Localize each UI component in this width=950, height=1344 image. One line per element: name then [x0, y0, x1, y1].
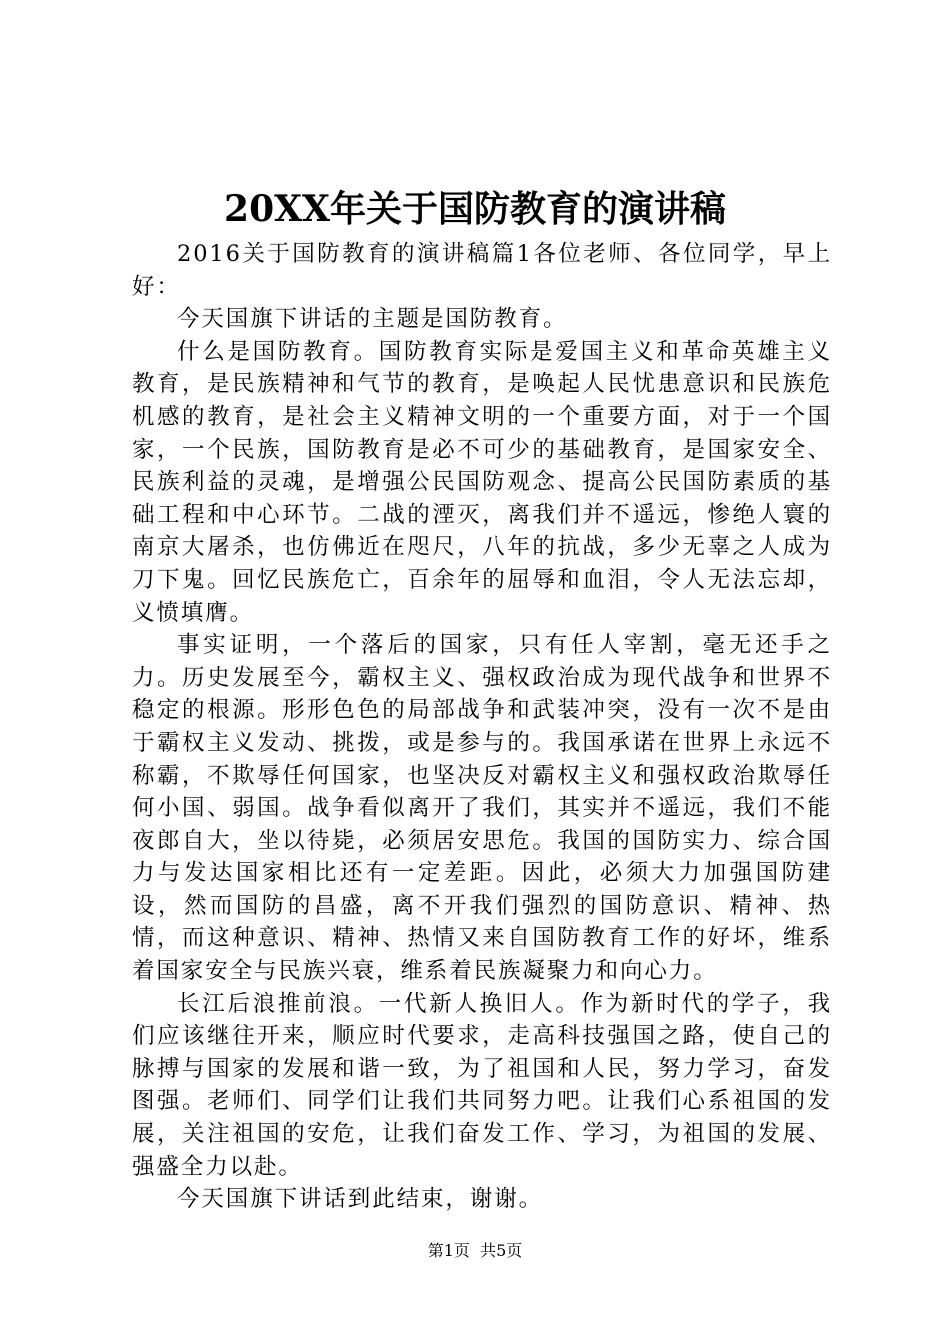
document-title: 20XX年关于国防教育的演讲稿	[224, 188, 726, 230]
document-body	[132, 238, 832, 1216]
paragraph-topic: 今天国旗下讲话的主题是国防教育。	[177, 306, 568, 333]
paragraph-closing: 今天国旗下讲话到此结束，谢谢。	[177, 1186, 544, 1213]
paragraph-new-generation: 长江后浪推前浪。一代新人换旧人。作为新时代的学子，我们应该继往开来，顺应时代要求，走高科技强国之路，使自己的脉搏与国家的发展和谐一致，为了祖国和人民，努力学习，奋发图强。老师们、同学们让我们共同努力吧。让我们心系祖国的发展，关注祖国的安危，让我们奋发工作、学习，为祖国的发展、强盛全力以赴。	[132, 990, 832, 1180]
page-number-label: 第1页 共5页	[427, 1241, 523, 1260]
paragraph-facts: 事实证明，一个落后的国家，只有任人宰割，毫无还手之力。历史发展至今，霸权主义、强权政治成为现代战争和世界不稳定的根源。形形色色的局部战争和武装冲突，没有一次不是由于霸权主义发动、挑拨，或是参与的。我国承诺在世界上永远不称霸，不欺辱任何国家，也坚决反对霸权主义和强权政治欺辱任何小国、弱国。战争看似离开了我们，其实并不遥远，我们不能夜郎自大，坐以待毙，必须居安思危。我国的国防实力、综合国力与发达国家相比还有一定差距。因此，必须大力加强国防建设，然而国防的昌盛，离不开我们强烈的国防意识、精神、热情，而这种意识、精神、热情又来自国防教育工作的好坏，维系着国家安全与民族兴衰，维系着民族凝聚力和向心力。	[132, 632, 832, 985]
paragraph-what-is-defense-education: 什么是国防教育。国防教育实际是爱国主义和革命英雄主义教育，是民族精神和气节的教育，是唤起人民忧患意识和民族危机感的教育，是社会主义精神文明的一个重要方面，对于一个国家，一个民族，国防教育是必不可少的基础教育，是国家安全、民族利益的灵魂，是增强公民国防观念、提高公民国防素质的基础工程和中心环节。二战的湮灭，离我们并不遥远，惨绝人寰的南京大屠杀，也仿佛近在咫尺，八年的抗战，多少无辜之人成为刀下鬼。回忆民族危亡，百余年的屈辱和血泪，令人无法忘却，义愤填膺。	[132, 338, 832, 626]
paragraph-greeting: 2016关于国防教育的演讲稿篇1各位老师、各位同学，早上好：	[132, 241, 832, 300]
page-footer	[0, 1240, 950, 1262]
